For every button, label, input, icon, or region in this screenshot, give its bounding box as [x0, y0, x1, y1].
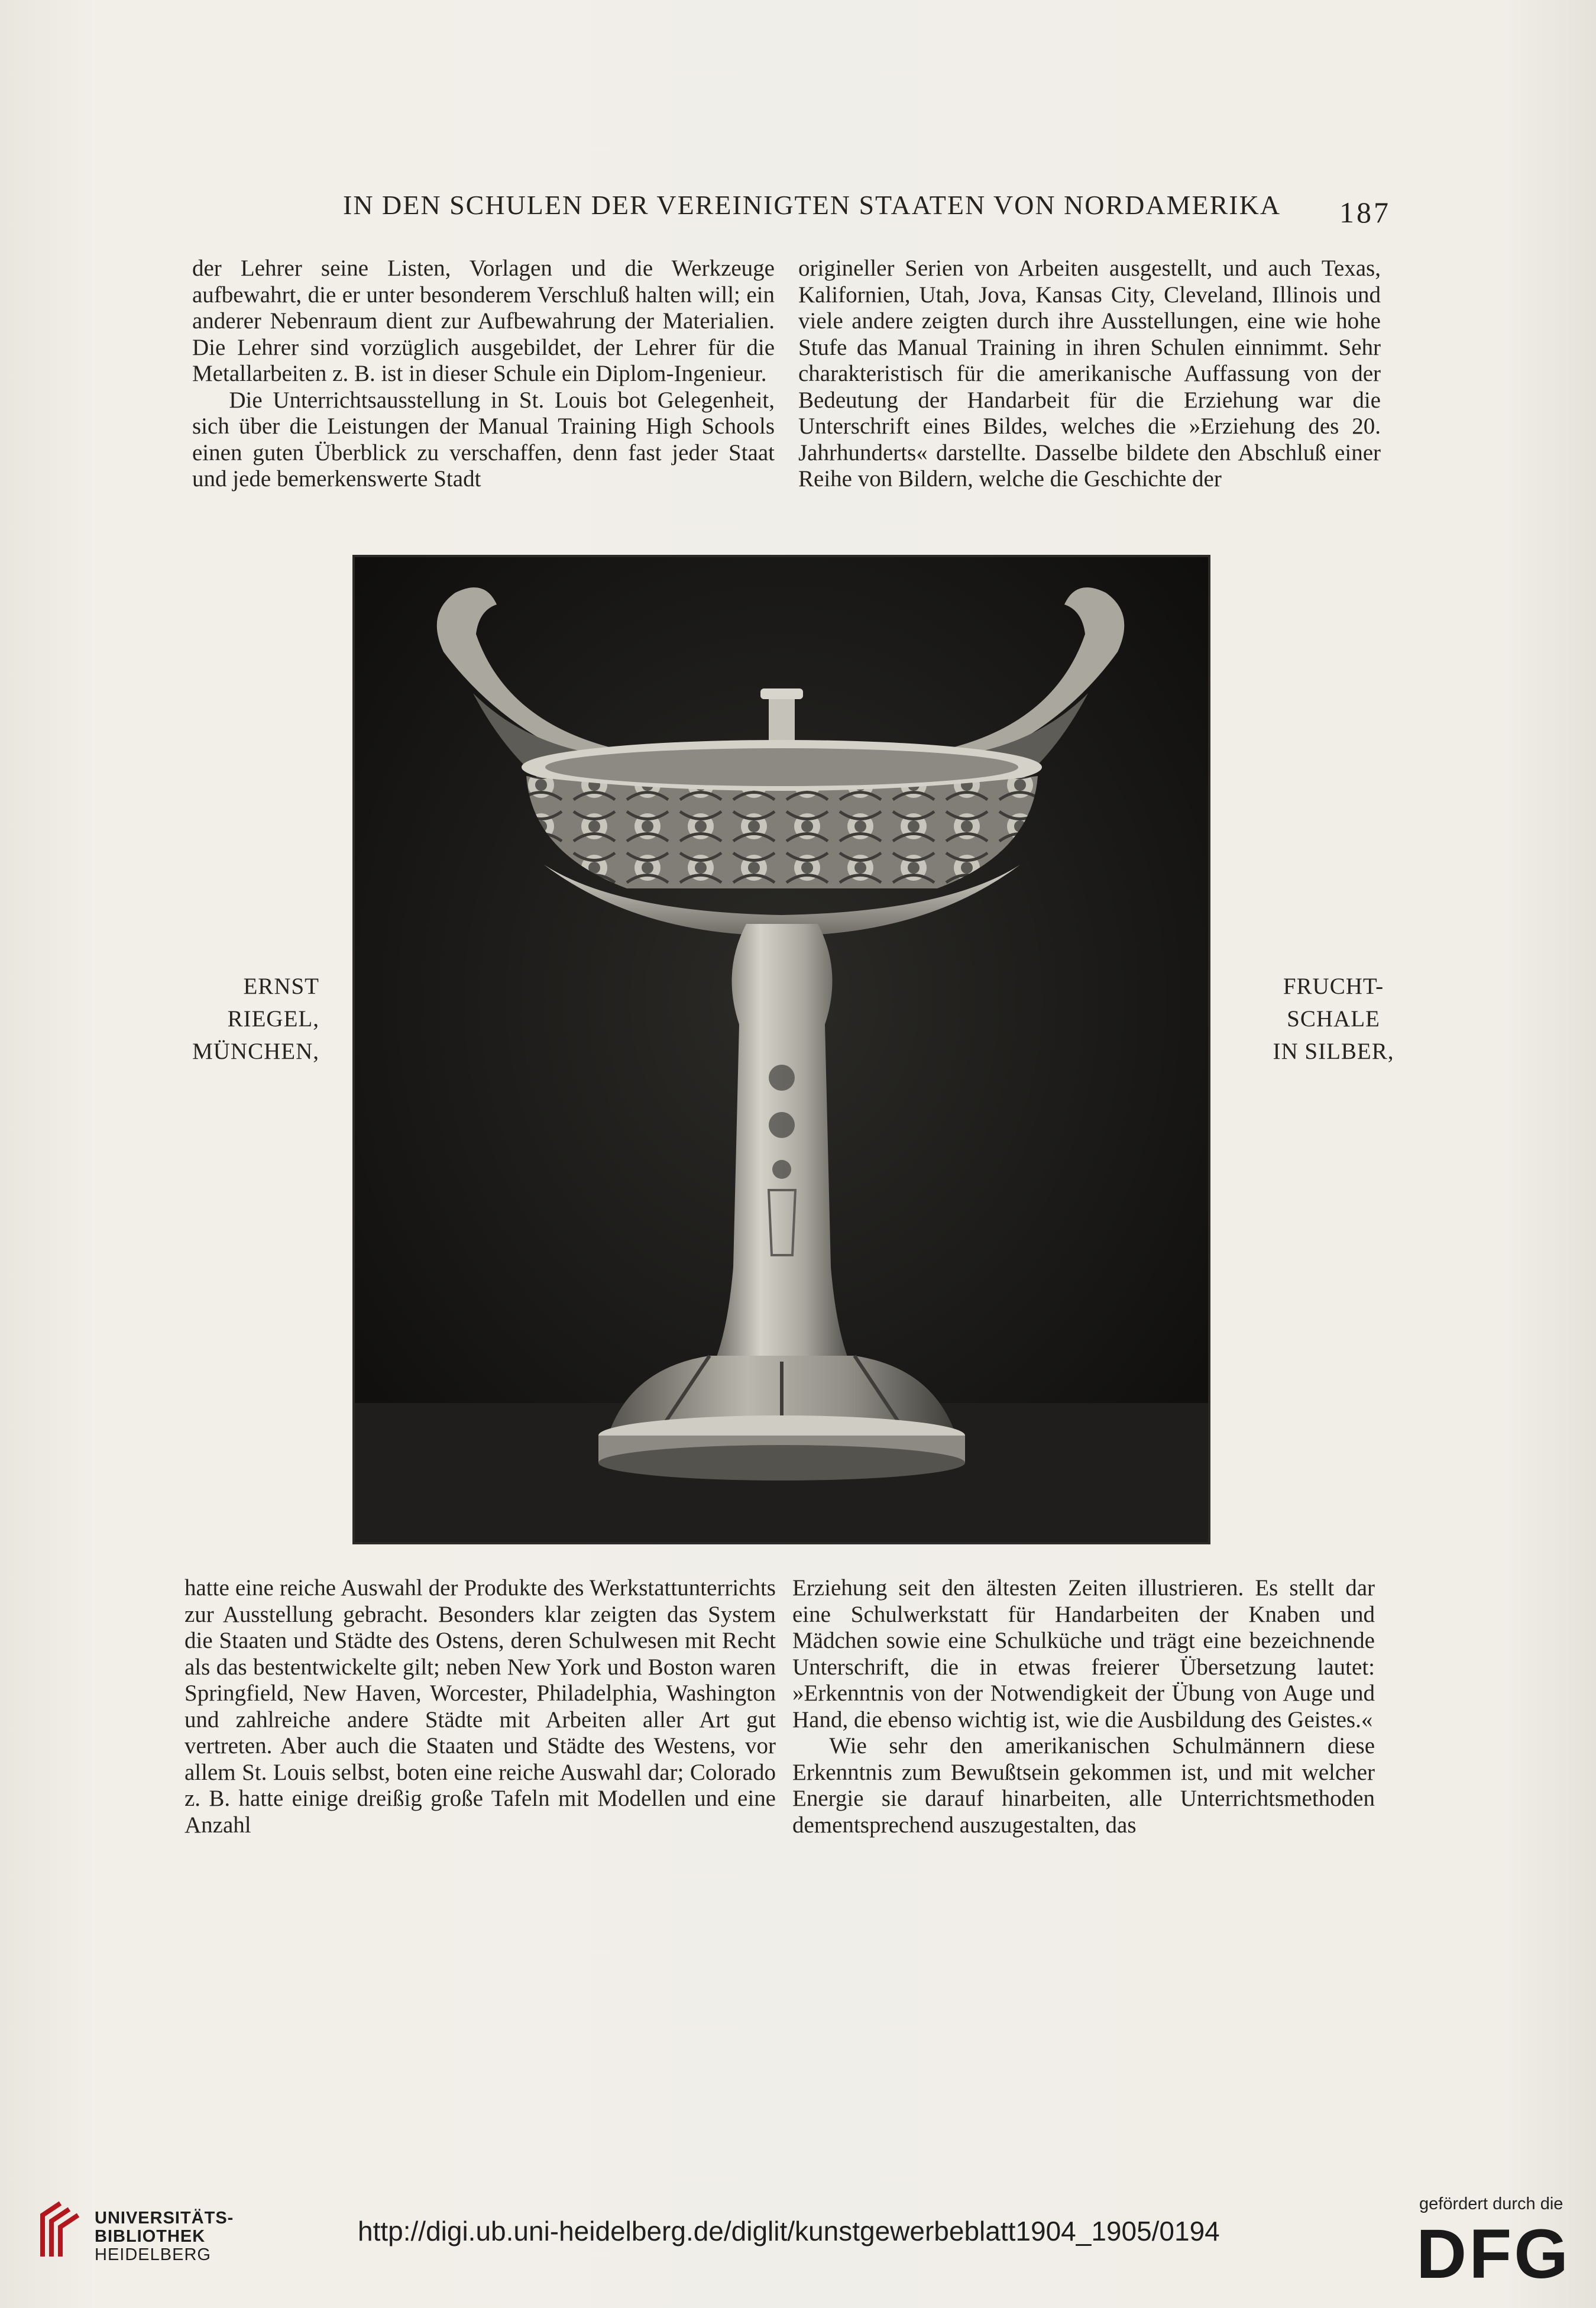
library-line: UNIVERSITÄTS- — [95, 2209, 234, 2228]
caption-right — [1233, 970, 1434, 1068]
paragraph: hatte eine reiche Auswahl der Produkte des Werkstattunterrichts zur Ausstellung gebracht. Besonders klar zeigten das System die Staaten und Städte des Ostens, deren Schulwesen mit Recht als das bestentwickelte gilt; neben New York und Boston waren Springfield, New Haven, Worcester, Philadelphia, Washington und zahlreiche andere Städte mit Arbeiten aller Art gut vertreten. Aber auch die Staaten und Städte des Westens, vor allem St. Louis selbst, boten eine reiche Auswahl dar; Colorado z. B. hatte einige dreißig große Tafeln mit Modellen und eine Anzahl — [184, 1575, 776, 1838]
caption-left — [142, 970, 319, 1068]
page-number: 187 — [1339, 196, 1391, 229]
paragraph: origineller Serien von Arbeiten ausgestellt, und auch Texas, Kalifornien, Utah, Jova, Kansas City, Cleveland, Illinois und viele andere zeigten durch ihre Ausstellungen, eine wie hohe Stufe das Manual Training in ihren Schulen einnimmt. Sehr charakteristisch für die amerikanische Auffassung von der Bedeutung der Handarbeit für die Erziehung war die Unterschrift eines Bildes, welches die »Erziehung des 20. Jahrhunderts« darstellte. Dasselbe bildete den Abschluß einer Reihe von Bildern, welche die Geschichte der — [798, 256, 1381, 492]
caption-line: MÜNCHEN, — [192, 1039, 319, 1064]
fruit-bowl-illustration — [355, 557, 1208, 1542]
running-head: IN DEN SCHULEN DER VEREINIGTEN STAATEN VON NORDAMERIKA — [343, 190, 1281, 220]
caption-line: SCHALE — [1287, 1006, 1380, 1032]
text-column-bottom-left — [184, 1575, 776, 1838]
library-line: HEIDELBERG — [95, 2245, 211, 2264]
paragraph: der Lehrer seine Listen, Vorlagen und die Werkzeuge aufbewahrt, die er unter besonderem Verschluß halten will; ein anderer Nebenraum dient zur Aufbewahrung der Materialien. Die Lehrer sind vorzüglich ausgebildet, der Lehrer für die Metallarbeiten z. B. ist in dieser Schule ein Diplom-Ingenieur. — [192, 256, 775, 386]
text-column-top-right — [798, 256, 1381, 493]
library-line: BIBLIOTHEK — [95, 2227, 206, 2246]
text-column-top-left — [192, 256, 775, 493]
library-name — [95, 2209, 234, 2264]
funded-by-label: gefördert durch die — [1419, 2194, 1563, 2213]
university-library-logo-icon — [37, 2197, 90, 2262]
dfg-logo: DFG — [1416, 2215, 1571, 2293]
paragraph: Die Unterrichtsausstellung in St. Louis bot Gelegenheit, sich über die Leistungen der Manual Training High Schools einen guten Überblick zu verschaffen, denn fast jeder Staat und jede bemerkenswerte Stadt — [192, 387, 775, 492]
paragraph: Wie sehr den amerikanischen Schulmännern diese Erkenntnis zum Bewußtsein gekommen ist, und mit welcher Energie sie darauf hinarbeiten, alle Unterrichtsmethoden dementsprechend auszugestalten, das — [792, 1733, 1375, 1838]
photo-fruit-bowl — [352, 555, 1210, 1544]
caption-line: IN SILBER, — [1273, 1039, 1394, 1064]
text-column-bottom-right — [792, 1575, 1375, 1838]
caption-line: ERNST — [243, 974, 319, 999]
source-url-link[interactable]: http://digi.ub.uni-heidelberg.de/diglit/kunstgewerbeblatt1904_1905/0194 — [358, 2216, 1220, 2246]
paragraph: Erziehung seit den ältesten Zeiten illustrieren. Es stellt dar eine Schulwerkstatt für Handarbeiten der Knaben und Mädchen sowie eine Schulküche und trägt eine bezeichnende Unterschrift, die in etwas freierer Übersetzung lautet: »Erkenntnis von der Notwendigkeit der Übung von Auge und Hand, die ebenso wichtig ist, wie die Ausbildung des Geistes.« — [792, 1575, 1375, 1732]
caption-line: RIEGEL, — [227, 1006, 319, 1032]
caption-line: FRUCHT- — [1283, 974, 1384, 999]
